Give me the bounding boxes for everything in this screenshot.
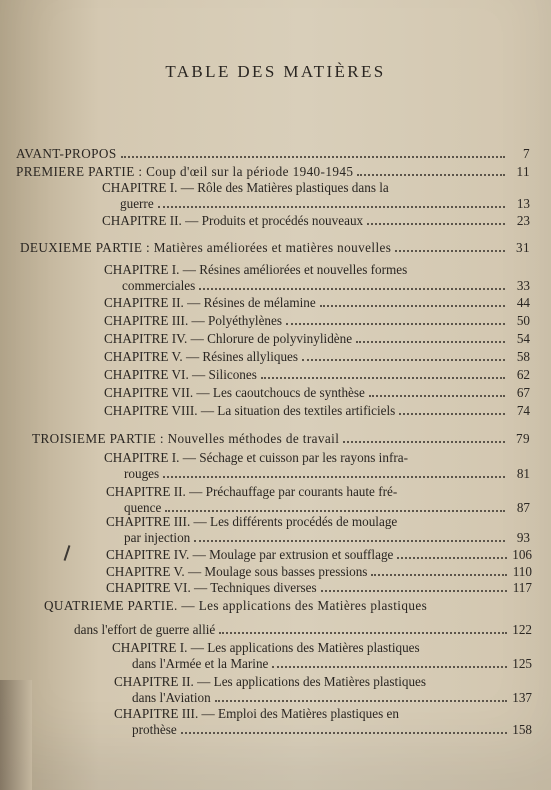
leader-dots <box>165 509 505 512</box>
toc-page-number: 158 <box>512 722 532 737</box>
toc-chapter-cont: dans l'Aviation <box>132 690 211 705</box>
toc-page-number: 67 <box>516 385 530 400</box>
leader-dots <box>397 556 507 559</box>
toc-page-number: 87 <box>516 500 530 515</box>
toc-chapter-label: CHAPITRE II. — Les applications des Matières plastiques <box>114 674 427 689</box>
toc-part-2 <box>20 240 530 255</box>
toc-chapter-label: CHAPITRE II. — Produits et procédés nouveaux <box>102 213 364 228</box>
toc-chapter-2-2 <box>104 295 530 310</box>
toc-page-number: 110 <box>512 564 532 579</box>
toc-page-number: 125 <box>512 656 532 671</box>
toc-chapter-label: CHAPITRE III. — Emploi des Matières plastiques en <box>114 706 399 721</box>
toc-chapter-3-5 <box>106 564 532 579</box>
leader-dots <box>343 440 505 443</box>
toc-chapter-4-2 <box>132 690 532 705</box>
toc-chapter-3-3 <box>124 530 530 545</box>
toc-part-title: TROISIEME PARTIE : Nouvelles méthodes de travail <box>32 431 340 446</box>
toc-chapter-2-6 <box>104 367 530 382</box>
leader-dots <box>181 731 507 734</box>
toc-chapter-label: CHAPITRE I. — Séchage et cuisson par les rayons infra- <box>104 450 408 465</box>
leader-dots <box>369 394 505 397</box>
toc-part-3 <box>32 431 530 446</box>
leader-dots <box>163 475 505 478</box>
toc-chapter-cont: commerciales <box>122 278 196 293</box>
toc-page-number: 137 <box>512 690 532 705</box>
toc-chapter-label: CHAPITRE VI. — Silicones <box>104 367 257 382</box>
toc-page-number: 117 <box>512 580 532 595</box>
toc-chapter-3-1 <box>124 466 530 481</box>
leader-dots <box>371 573 507 576</box>
toc-page-number: 54 <box>516 331 530 346</box>
toc-entry-label: AVANT-PROPOS <box>16 146 117 161</box>
leader-dots <box>199 287 505 290</box>
toc-chapter-label: CHAPITRE III. — Les différents procédés de moulage <box>106 514 398 529</box>
leader-dots <box>320 304 505 307</box>
toc-chapter-cont: par injection <box>124 530 191 545</box>
toc-chapter-label: CHAPITRE IV. — Chlorure de polyvinylidène <box>104 331 353 346</box>
toc-page-number: 50 <box>516 313 530 328</box>
toc-page-number: 106 <box>512 547 532 562</box>
leader-dots <box>367 222 505 225</box>
leader-dots <box>321 589 507 592</box>
toc-page-number: 58 <box>516 349 530 364</box>
leader-dots <box>356 340 505 343</box>
toc-chapter-label: CHAPITRE II. — Préchauffage par courants haute fré- <box>106 484 398 499</box>
leader-dots <box>302 358 505 361</box>
toc-chapter-cont: guerre <box>120 196 154 211</box>
toc-chapter-label: CHAPITRE VIII. — La situation des textiles artificiels <box>104 403 396 418</box>
toc-chapter-label: CHAPITRE I. — Les applications des Matières plastiques <box>112 640 420 655</box>
leader-dots <box>215 699 507 702</box>
pencil-mark <box>64 545 71 561</box>
toc-chapter-2-3 <box>104 313 530 328</box>
toc-chapter-2-8 <box>104 403 530 418</box>
toc-chapter-label: CHAPITRE IV. — Moulage par extrusion et soufflage <box>106 547 394 562</box>
toc-chapter-3-6 <box>106 580 532 595</box>
leader-dots <box>286 322 505 325</box>
toc-part-1 <box>16 164 530 179</box>
toc-chapter-2-5 <box>104 349 530 364</box>
toc-chapter-2-7 <box>104 385 530 400</box>
toc-chapter-cont: dans l'Armée et la Marine <box>132 656 269 671</box>
toc-chapter-label: CHAPITRE V. — Moulage sous basses pressions <box>106 564 368 579</box>
toc-chapter-cont: quence <box>124 500 162 515</box>
toc-page-number: 11 <box>516 164 530 179</box>
toc-chapter-label: CHAPITRE I. — Résines améliorées et nouvelles formes <box>104 262 408 277</box>
toc-page-number: 44 <box>516 295 530 310</box>
toc-chapter-label: CHAPITRE VII. — Les caoutchoucs de synthèse <box>104 385 365 400</box>
toc-chapter-cont: rouges <box>124 466 160 481</box>
toc-chapter-cont: prothèse <box>132 722 177 737</box>
toc-chapter-label: CHAPITRE V. — Résines allyliques <box>104 349 299 364</box>
toc-chapter-1-1 <box>120 196 530 211</box>
toc-part-4-title: QUATRIEME PARTIE. — Les applications des Matières plastiques <box>44 598 428 613</box>
leader-dots <box>357 173 505 176</box>
page-title: TABLE DES MATIÈRES <box>165 62 386 81</box>
leader-dots <box>194 539 505 542</box>
leader-dots <box>158 205 505 208</box>
toc-page-number: 7 <box>523 146 530 161</box>
toc-chapter-label: CHAPITRE VI. — Techniques diverses <box>106 580 317 595</box>
toc-chapter-3-2 <box>124 500 530 515</box>
toc-page-number: 81 <box>516 466 530 481</box>
toc-page-number: 62 <box>516 367 530 382</box>
toc-part-title: PREMIERE PARTIE : Coup d'œil sur la période 1940-1945 <box>16 164 354 179</box>
toc-page-number: 74 <box>516 403 530 418</box>
toc-chapter-1-2 <box>102 213 530 228</box>
toc-part-title: DEUXIEME PARTIE : Matières améliorées et matières nouvelles <box>20 240 392 255</box>
book-binding-shadow <box>0 680 32 790</box>
toc-page-number: 31 <box>516 240 530 255</box>
toc-chapter-label: CHAPITRE III. — Polyéthylènes <box>104 313 283 328</box>
toc-page-number: 33 <box>516 278 530 293</box>
toc-chapter-2-4 <box>104 331 530 346</box>
toc-page-number: 93 <box>516 530 530 545</box>
toc-page-number: 23 <box>516 213 530 228</box>
leader-dots <box>121 155 505 158</box>
leader-dots <box>399 412 505 415</box>
toc-chapter-4-3 <box>132 722 532 737</box>
toc-chapter-label: CHAPITRE II. — Résines de mélamine <box>104 295 316 310</box>
toc-chapter-2-1 <box>122 278 530 293</box>
toc-entry-avant-propos <box>16 146 530 161</box>
toc-chapter-label: CHAPITRE I. — Rôle des Matières plastiques dans la <box>102 180 389 195</box>
toc-page-number: 122 <box>512 622 532 637</box>
toc-chapter-4-1 <box>132 656 532 671</box>
toc-part-4 <box>74 622 532 637</box>
leader-dots <box>395 249 505 252</box>
leader-dots <box>219 631 507 634</box>
toc-chapter-3-4 <box>106 547 532 562</box>
toc-page-number: 79 <box>516 431 530 446</box>
leader-dots <box>261 376 505 379</box>
toc-page-number: 13 <box>516 196 530 211</box>
toc-part-title-cont: dans l'effort de guerre allié <box>74 622 216 637</box>
leader-dots <box>272 665 507 668</box>
